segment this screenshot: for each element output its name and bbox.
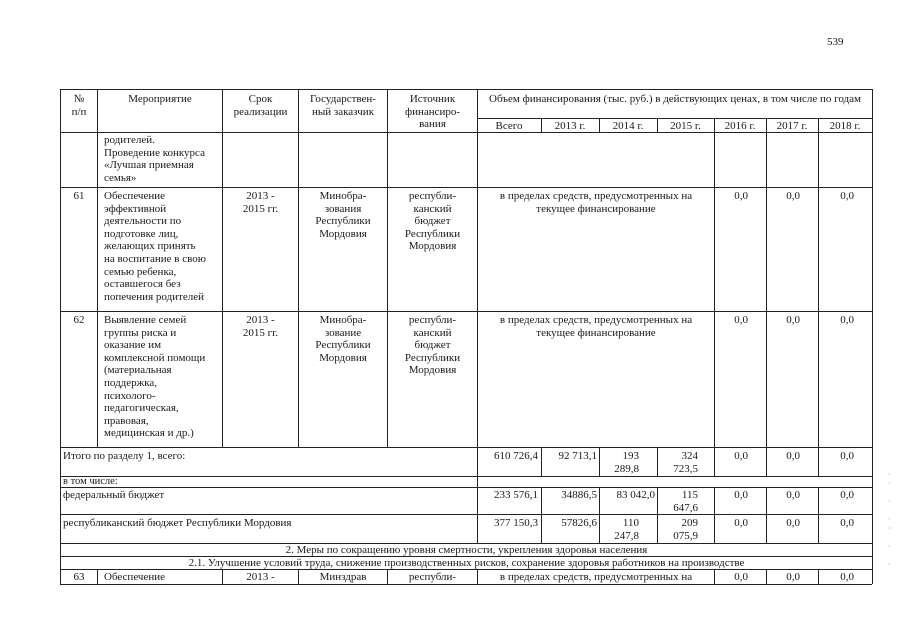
col-line-event-r63 bbox=[97, 569, 98, 584]
republic-2013: 57826,6 bbox=[561, 517, 597, 529]
col-line-2016-a bbox=[714, 118, 715, 476]
r63-term: 2013 - bbox=[246, 571, 275, 583]
row-line-62 bbox=[60, 447, 872, 448]
r63-num: 63 bbox=[73, 571, 85, 583]
federal-2018: 0,0 bbox=[840, 489, 854, 501]
republic-2016: 0,0 bbox=[734, 517, 748, 529]
header-num: № п/п bbox=[71, 93, 87, 118]
r61-term: 2013 - 2015 гг. bbox=[242, 190, 279, 215]
year-header-line bbox=[477, 118, 872, 119]
row-line-including bbox=[60, 487, 872, 488]
republic-2014: 110 247,8 bbox=[614, 517, 639, 542]
r61-note: в пределах средств, предусмотренных на текущее финансирование bbox=[499, 190, 693, 215]
col-line-source bbox=[387, 89, 388, 447]
federal-label: федеральный бюджет bbox=[63, 489, 165, 501]
header-source: Источник финансиро- вания bbox=[404, 93, 461, 131]
federal-2014: 83 042,0 bbox=[616, 489, 655, 501]
col-line-2018-a bbox=[818, 118, 819, 476]
r61-num: 61 bbox=[73, 190, 85, 202]
r61-2016: 0,0 bbox=[734, 190, 748, 202]
r62-source: республи- канский бюджет Республики Мордовия bbox=[404, 314, 461, 377]
republic-total: 377 150,3 bbox=[494, 517, 538, 529]
row-line-federal bbox=[60, 514, 872, 515]
total-2014: 193 289,8 bbox=[614, 450, 639, 475]
section-2-1-heading: 2.1. Улучшение условий труда, снижение производственных рисков, сохранение здоровья работников на производстве bbox=[188, 557, 745, 569]
r61-2017: 0,0 bbox=[786, 190, 800, 202]
header-year-2013: 2013 г. bbox=[554, 120, 586, 132]
header-term: Срок реализации bbox=[233, 93, 288, 118]
r62-2018: 0,0 bbox=[840, 314, 854, 326]
header-year-2014: 2014 г. bbox=[612, 120, 644, 132]
r63-source: республи- bbox=[408, 571, 457, 583]
header-year-total: Всего bbox=[495, 120, 523, 132]
col-line-2017-a bbox=[766, 118, 767, 476]
header-year-2018: 2018 г. bbox=[829, 120, 861, 132]
total-all: 610 726,4 bbox=[494, 450, 538, 462]
r61-2018: 0,0 bbox=[840, 190, 854, 202]
header-volume: Объем финансирования (тыс. руб.) в действующих ценах, в том числе по годам bbox=[489, 93, 861, 105]
total-label: Итого по разделу 1, всего: bbox=[63, 450, 186, 462]
r63-2016: 0,0 bbox=[734, 571, 748, 583]
header-year-2015: 2015 г. bbox=[670, 120, 701, 132]
col-line-event bbox=[97, 89, 98, 447]
federal-2016: 0,0 bbox=[734, 489, 748, 501]
r62-term: 2013 - 2015 гг. bbox=[242, 314, 279, 339]
r63-customer: Минздрав bbox=[319, 571, 367, 583]
col-line-customer bbox=[298, 89, 299, 447]
total-2018: 0,0 bbox=[840, 450, 854, 462]
r62-2017: 0,0 bbox=[786, 314, 800, 326]
page-number: 539 bbox=[827, 36, 844, 48]
r63-note: в пределах средств, предусмотренных на bbox=[499, 571, 693, 583]
scan-specks: · · · · · · · bbox=[888, 470, 891, 569]
republic-label: республиканский бюджет Республики Мордовия bbox=[63, 517, 292, 529]
total-2015: 324 723,5 bbox=[673, 450, 698, 475]
federal-2015: 115 647,6 bbox=[673, 489, 698, 514]
row-line-61 bbox=[60, 311, 872, 312]
total-2016: 0,0 bbox=[734, 450, 748, 462]
header-year-2016: 2016 г. bbox=[724, 120, 756, 132]
cont-event: родителей. Проведение конкурса «Лучшая приемная семья» bbox=[104, 134, 205, 184]
table-border-top bbox=[60, 89, 872, 90]
r62-num: 62 bbox=[73, 314, 85, 326]
r63-2018: 0,0 bbox=[840, 571, 854, 583]
republic-2017: 0,0 bbox=[786, 517, 800, 529]
header-year-2017: 2017 г. bbox=[776, 120, 808, 132]
row-line-section21 bbox=[60, 569, 872, 570]
r61-source: республи- канский бюджет Республики Мордовия bbox=[404, 190, 461, 253]
total-2017: 0,0 bbox=[786, 450, 800, 462]
table-border-right bbox=[872, 89, 873, 584]
republic-2018: 0,0 bbox=[840, 517, 854, 529]
total-2013: 92 713,1 bbox=[558, 450, 597, 462]
r61-event: Обеспечение эффективной деятельности по подготовке лиц, желающих принять на воспитание в свою семью ребенка, оставшегося без попечения родителей bbox=[104, 190, 206, 303]
federal-2013: 34886,5 bbox=[561, 489, 597, 501]
federal-total: 233 576,1 bbox=[494, 489, 538, 501]
r62-event: Выявление семей группы риска и оказание им комплексной помощи (материальная поддержка, психолого- педагогическая, правовая, медицинская и др.) bbox=[104, 314, 206, 440]
including-label: в том числе: bbox=[63, 476, 118, 487]
federal-2017: 0,0 bbox=[786, 489, 800, 501]
r63-event: Обеспечение bbox=[104, 571, 165, 583]
r61-customer: Минобра- зования Республики Мордовия bbox=[315, 190, 371, 240]
row-line-cont bbox=[60, 187, 872, 188]
table-border-left bbox=[60, 89, 61, 584]
republic-2015: 209 075,9 bbox=[673, 517, 698, 542]
r62-customer: Минобра- зование Республики Мордовия bbox=[315, 314, 371, 364]
r62-note: в пределах средств, предусмотренных на текущее финансирование bbox=[499, 314, 693, 339]
col-line-term bbox=[222, 89, 223, 447]
row-line-r63 bbox=[60, 584, 872, 585]
section-2-heading: 2. Меры по сокращению уровня смертности, укрепления здоровья населения bbox=[285, 544, 648, 556]
header-customer: Государствен- ный заказчик bbox=[310, 93, 376, 118]
r62-2016: 0,0 bbox=[734, 314, 748, 326]
header-event: Мероприятие bbox=[128, 93, 192, 105]
r63-2017: 0,0 bbox=[786, 571, 800, 583]
